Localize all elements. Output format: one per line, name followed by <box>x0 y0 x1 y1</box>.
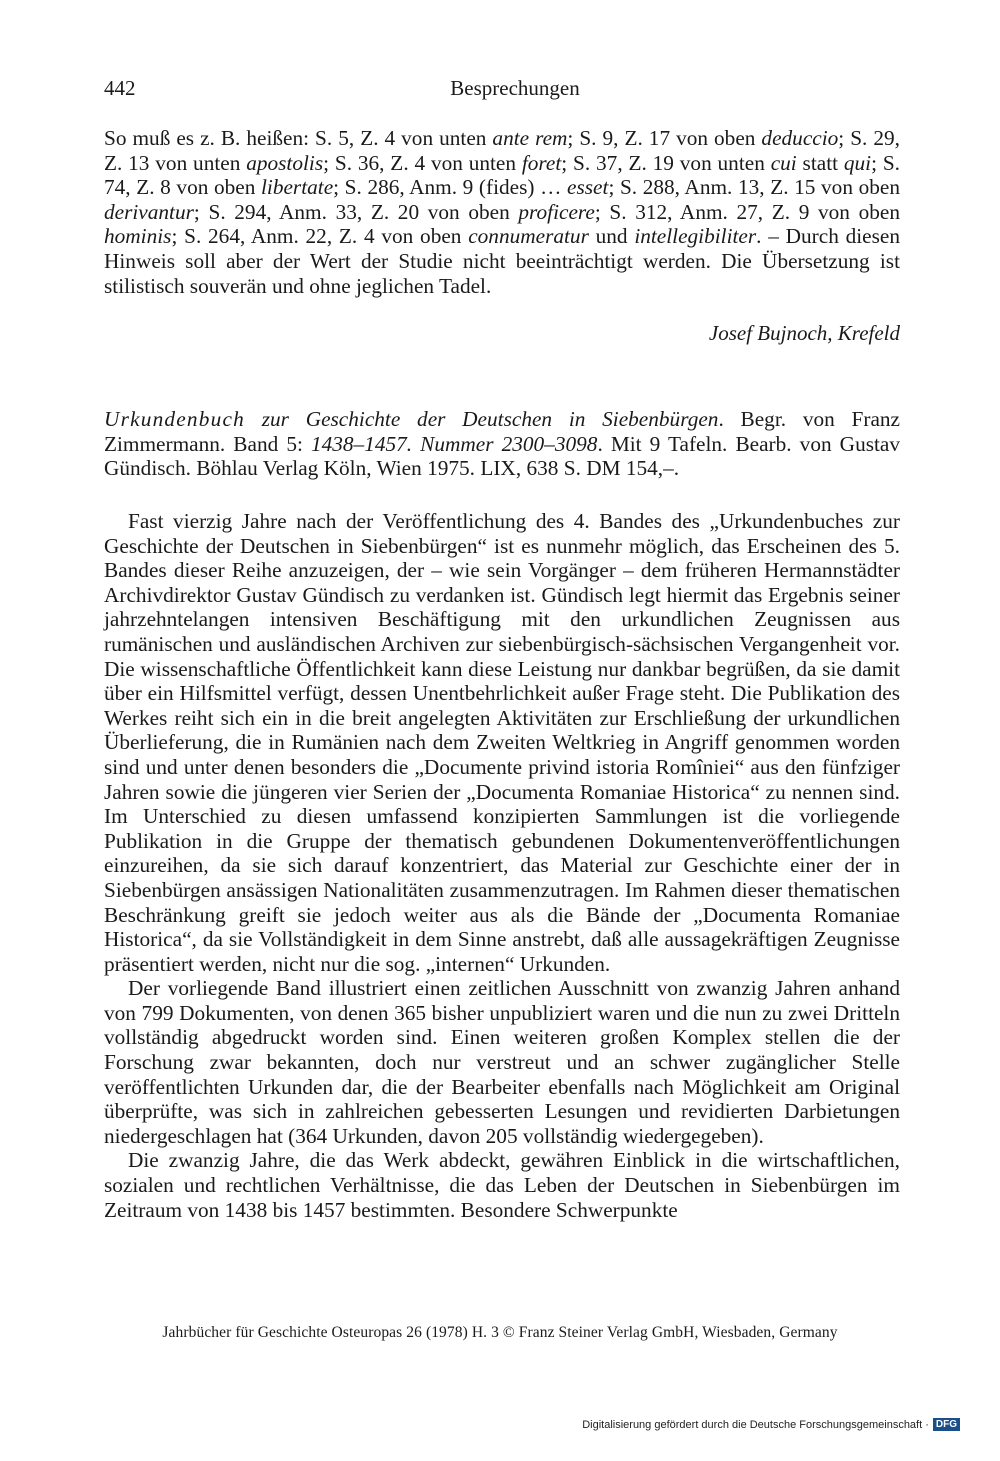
running-title: Besprechungen <box>450 76 580 100</box>
reviewer-signature: Josef Bujnoch, Krefeld <box>708 321 900 345</box>
dfg-logo-icon: DFG <box>933 1418 960 1431</box>
bibliographic-text: Urkundenbuch zur Geschichte der Deutschen in Siebenbürgen. Begr. von Franz Zimmermann. Band 5: 1438–1457. Nummer 2300–3098. Mit 9 Tafeln. Bearb. von Gustav Gündisch. Böhlau Verlag Köln, Wien 1975. LIX, 638 S. DM 154,–. <box>104 407 901 481</box>
digitization-note <box>582 1418 960 1431</box>
review-paragraph-1: Fast vierzig Jahre nach der Veröffentlichung des 4. Bandes des „Urkundenbuches zur Geschichte der Deutschen in Siebenbürgen“ ist es nunmehr möglich, das Erscheinen des 5. Bandes dieser Reihe anzuzeigen, der – wie sein Vorgänger – dem früheren Hermannstädter Archivdirektor Gustav Gündisch zu verdanken ist. Gündisch legt hiermit das Ergebnis seiner jahrzehntelangen intensiven Beschäftigung mit den urkundlichen Zeugnissen aus rumänischen und ausländischen Archiven zur siebenbürgisch-sächsischen Vergangenheit vor. Die wissenschaftliche Öffentlichkeit kann diese Leistung nur dankbar begrüßen, da sie damit über ein Hilfsmittel verfügt, dessen Unentbehrlichkeit außer Frage steht. Die Publikation des Werkes reiht sich ein in die breit angelegten Aktivitäten zur Erschließung der urkundlichen Überlieferung, die in Rumänien nach dem Zweiten Weltkrieg in Angriff genommen worden sind und unter denen besonders die „Documente privind istoria Romîniei“ aus den fünfziger Jahren sowie die jüngeren vier Serien der „Documenta Romaniae Historica“ zu nennen sind. Im Unterschied zu diesen umfassend konzipierten Sammlungen ist die vorliegende Publikation in die Gruppe der thematisch gebundenen Dokumentenveröffentlichungen einzureihen, da sie sich darauf konzentriert, das Material zur Geschichte einer der in Siebenbürgen ansässigen Nationalitäten zusammenzutragen. Im Rahmen dieser thematischen Beschränkung greift sie jedoch weiter aus als die Bände der „Documenta Romaniae Historica“, da sie Vollständigkeit in dem Sinne anstrebt, daß alle aussagekräftigen Zeugnisse präsentiert werden, nicht nur die sog. „internen“ Urkunden. <box>104 509 900 976</box>
journal-citation: Jahrbücher für Geschichte Osteuropas 26 (1978) H. 3 © Franz Steiner Verlag GmbH, Wiesbaden, Germany <box>162 1324 838 1341</box>
review-body <box>104 509 900 1222</box>
previous-review-conclusion <box>104 126 900 298</box>
digitization-text: Digitalisierung gefördert durch die Deutsche Forschungsgemeinschaft · <box>582 1418 929 1431</box>
previous-review-text: So muß es z. B. heißen: S. 5, Z. 4 von unten ante rem; S. 9, Z. 17 von oben deduccio; S. 29, Z. 13 von unten apostolis; S. 36, Z. 4 von unten foret; S. 37, Z. 19 von unten cui statt qui; S. 74, Z. 8 von oben libertate; S. 286, Anm. 9 (fides) … esset; S. 288, Anm. 13, Z. 15 von oben derivantur; S. 294, Anm. 33, Z. 20 von oben proficere; S. 312, Anm. 27, Z. 9 von oben hominis; S. 264, Anm. 22, Z. 4 von oben connumeratur und intellegibiliter. – Durch diesen Hinweis soll aber der Wert der Studie nicht beeinträchtigt werden. Die Übersetzung ist stilistisch souverän und ohne jeglichen Tadel. <box>104 126 901 298</box>
page-number: 442 <box>104 76 136 100</box>
review-paragraph-2: Der vorliegende Band illustriert einen zeitlichen Ausschnitt von zwanzig Jahren anhand von 799 Dokumenten, von denen 365 bisher unpubliziert waren und die nun zu zwei Dritteln vollständig abgedruckt worden sind. Einen weiteren großen Komplex stellen die der Forschung zwar bekannten, doch nur verstreut und an schwer zugänglicher Stelle veröffentlichten Urkunden dar, die der Bearbeiter ebenfalls nach Möglichkeit am Original überprüfte, was sich in zahlreichen gebesserten Lesungen und revidierten Darbietungen niedergeschlagen hat (364 Urkunden, davon 205 vollständig wiedergegeben). <box>104 976 900 1148</box>
review-paragraph-3: Die zwanzig Jahre, die das Werk abdeckt, gewähren Einblick in die wirtschaftlichen, sozialen und rechtlichen Verhältnisse, die das Leben der Deutschen in Siebenbürgen im Zeitraum von 1438 bis 1457 bestimmten. Besondere Schwerpunkte <box>104 1148 900 1222</box>
bibliographic-entry <box>104 407 900 481</box>
